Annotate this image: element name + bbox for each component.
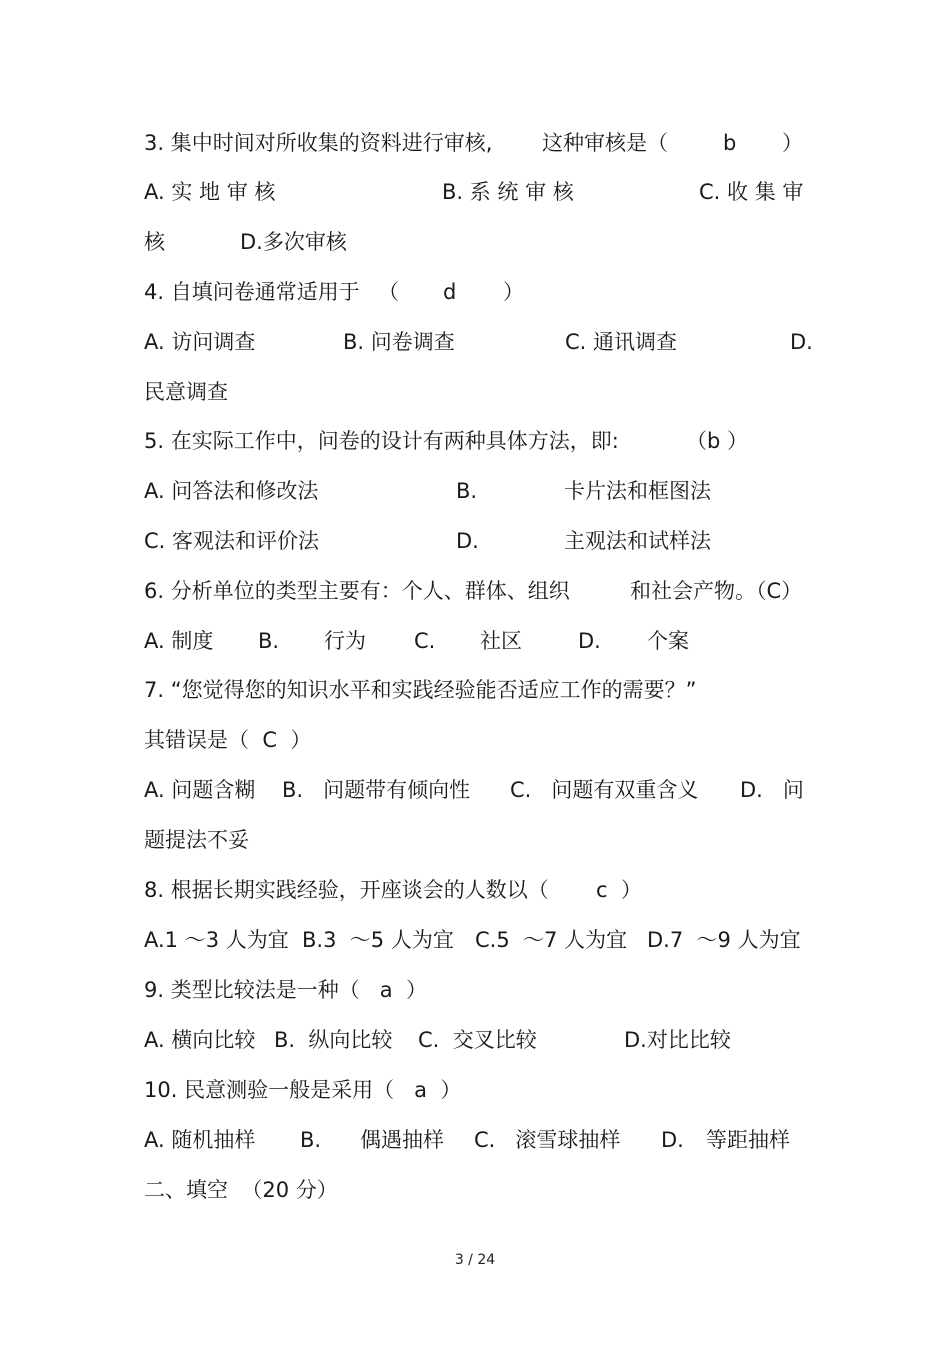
q8-option-d: D.7 ～9 人为宜 bbox=[647, 928, 801, 952]
q4-open-paren: （ bbox=[378, 280, 399, 304]
q3-close-paren: ） bbox=[782, 131, 803, 155]
q4-option-c: C. 通讯调查 bbox=[565, 330, 678, 354]
q6-stem-2: 和社会产物。（C） bbox=[630, 579, 803, 603]
q10-option-c: C. 滚雪球抽样 bbox=[474, 1128, 621, 1152]
q4-answer: d bbox=[443, 280, 457, 304]
q4-option-d: D. bbox=[790, 330, 813, 354]
q7-option-b: B. 问题带有倾向性 bbox=[282, 778, 471, 802]
q6-option-d-label: D. bbox=[578, 629, 601, 653]
q4-stem: 4. 自填问卷通常适用于 bbox=[144, 280, 360, 304]
q9-option-d: D.对比比较 bbox=[624, 1028, 731, 1052]
q6-option-c-label: C. bbox=[414, 629, 436, 653]
q5-option-d-text: 主观法和试样法 bbox=[564, 529, 711, 553]
q10-stem: 10. 民意测验一般是采用（ a ） bbox=[144, 1078, 462, 1102]
q10-option-d-label: D. bbox=[661, 1128, 684, 1152]
q5-stem: 5. 在实际工作中，问卷的设计有两种具体方法，即: bbox=[144, 429, 619, 453]
q7-option-d: D. 问 bbox=[740, 778, 804, 802]
q9-option-b: B. 纵向比较 bbox=[274, 1028, 393, 1052]
q5-answer: （b ） bbox=[686, 429, 749, 453]
q9-stem: 9. 类型比较法是一种（ a ） bbox=[144, 978, 427, 1002]
q3-stem-2: 这种审核是（ bbox=[542, 131, 668, 155]
q4-option-d-cont: 民意调查 bbox=[144, 380, 228, 404]
q5-option-a: A. 问答法和修改法 bbox=[144, 479, 319, 503]
q9-option-c: C. 交叉比较 bbox=[418, 1028, 537, 1052]
q8-answer: c ） bbox=[596, 878, 642, 902]
q6-option-b-text: 行为 bbox=[324, 629, 366, 653]
q7-stem: 7. “您觉得您的知识水平和实践经验能否适应工作的需要？” bbox=[144, 678, 697, 702]
q7-option-a: A. 问题含糊 bbox=[144, 778, 256, 802]
q8-stem: 8. 根据长期实践经验，开座谈会的人数以（ bbox=[144, 878, 549, 902]
q3-answer: b bbox=[723, 131, 737, 155]
q4-close-paren: ） bbox=[503, 280, 524, 304]
q5-option-b-label: B. bbox=[456, 479, 478, 503]
q10-option-a: A. 随机抽样 bbox=[144, 1128, 256, 1152]
q10-option-b-label: B. bbox=[300, 1128, 322, 1152]
q7-stem-2: 其错误是（ C ） bbox=[144, 728, 312, 752]
section-2-heading: 二、填空 （20 分） bbox=[144, 1178, 338, 1202]
q8-option-c: C.5 ～7 人为宜 bbox=[475, 928, 628, 952]
q4-option-a: A. 访问调查 bbox=[144, 330, 256, 354]
q3-option-d: D.多次审核 bbox=[240, 230, 347, 254]
q8-option-b: B.3 ～5 人为宜 bbox=[302, 928, 454, 952]
q3-option-c: C. 收 集 审 bbox=[699, 180, 804, 204]
q6-stem: 6. 分析单位的类型主要有：个人、群体、组织 bbox=[144, 579, 570, 603]
q9-option-a: A. 横向比较 bbox=[144, 1028, 256, 1052]
q10-option-b-text: 偶遇抽样 bbox=[360, 1128, 444, 1152]
page-number: 3 / 24 bbox=[454, 1252, 496, 1268]
q6-option-b-label: B. bbox=[258, 629, 280, 653]
q3-option-b: B. 系 统 审 核 bbox=[442, 180, 574, 204]
q4-option-b: B. 问卷调查 bbox=[343, 330, 455, 354]
q3-option-a: A. 实 地 审 核 bbox=[144, 180, 276, 204]
q8-option-a: A.1 ～3 人为宜 bbox=[144, 928, 289, 952]
q5-option-b-text: 卡片法和框图法 bbox=[564, 479, 711, 503]
q6-option-d-text: 个案 bbox=[647, 629, 689, 653]
q5-option-d-label: D. bbox=[456, 529, 479, 553]
q5-option-c: C. 客观法和评价法 bbox=[144, 529, 320, 553]
q3-stem: 3. 集中时间对所收集的资料进行审核, bbox=[144, 131, 493, 155]
section-2-heading-line bbox=[144, 1177, 338, 1255]
q3-option-c-cont: 核 bbox=[144, 230, 165, 254]
q6-option-a: A. 制度 bbox=[144, 629, 214, 653]
q7-option-c: C. 问题有双重含义 bbox=[510, 778, 699, 802]
q7-option-d-cont: 题提法不妥 bbox=[144, 828, 249, 852]
q6-option-c-text: 社区 bbox=[480, 629, 522, 653]
q10-option-d-text: 等距抽样 bbox=[706, 1128, 790, 1152]
